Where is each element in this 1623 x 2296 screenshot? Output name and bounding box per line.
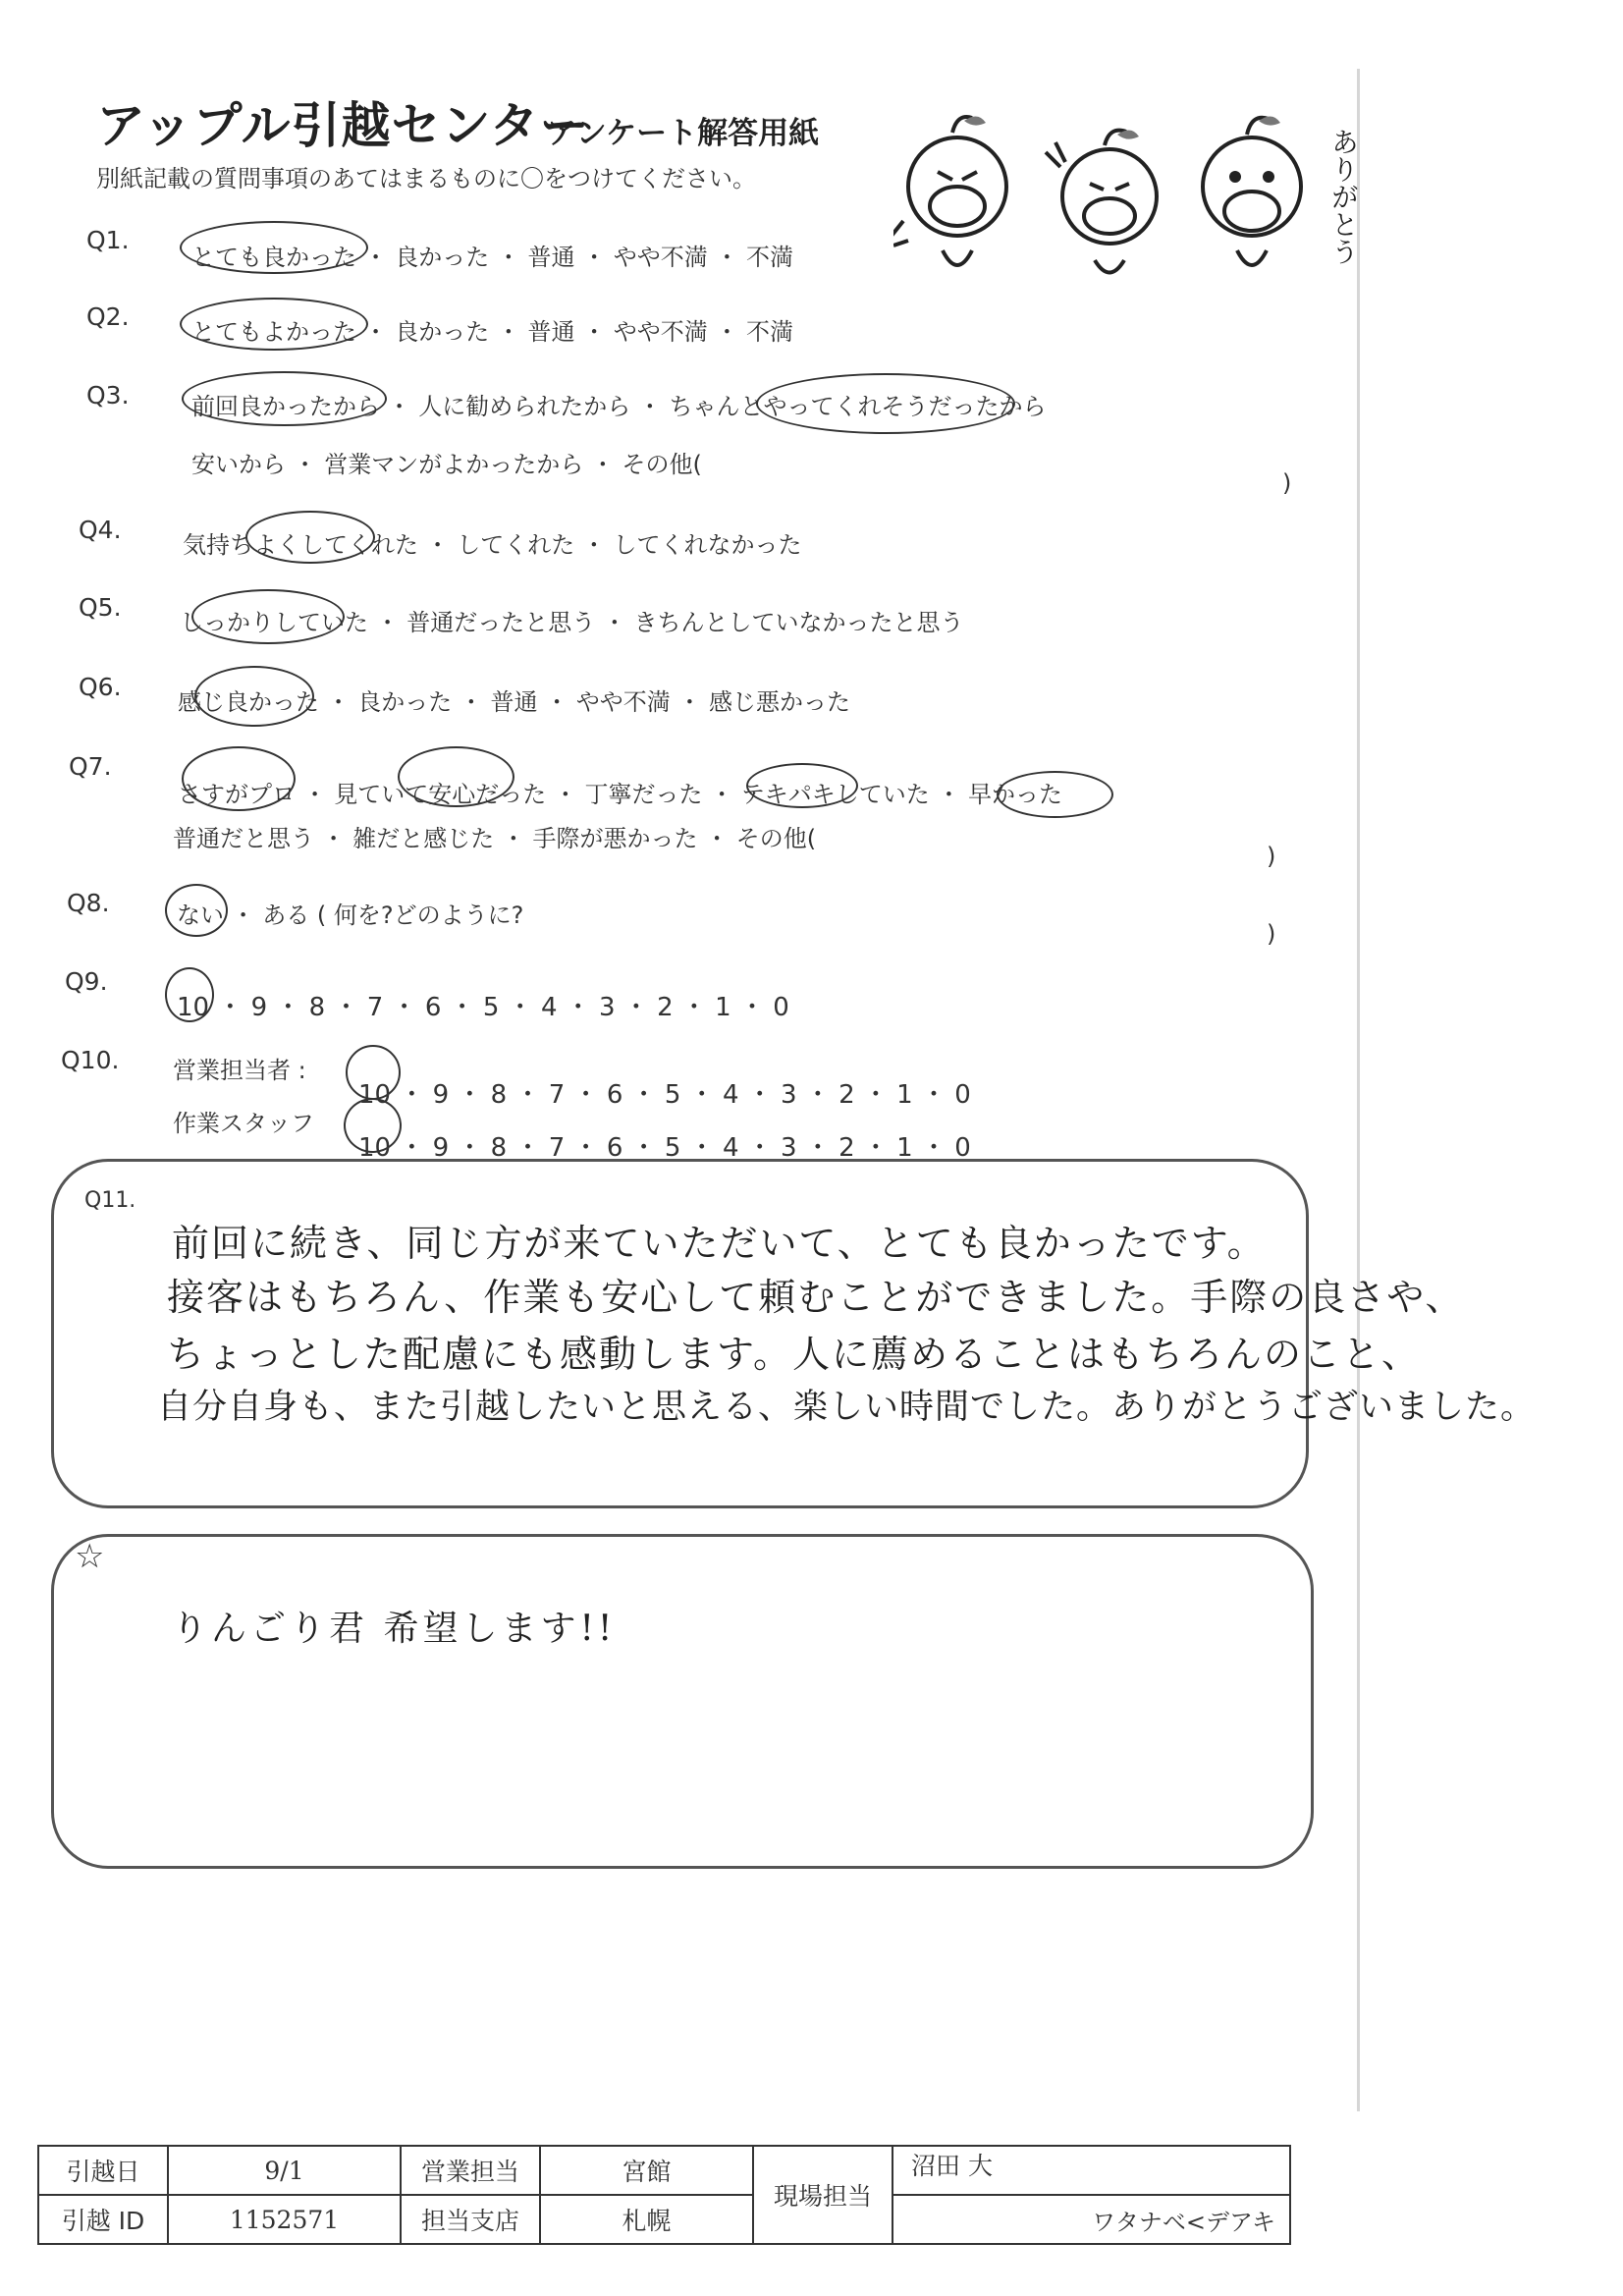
q6-label: Q6. [79, 673, 122, 701]
q3-options-line2: 安いから ・ 営業マンがよかったから ・ その他( [191, 451, 702, 478]
q6-selection-circle [194, 666, 314, 727]
q7-close-paren: ) [1267, 843, 1276, 870]
q10-label: Q10. [61, 1046, 120, 1074]
move-date-label: 引越日 [38, 2146, 168, 2195]
q10-staff-label: 作業スタッフ [173, 1110, 314, 1137]
q7-selection-circle-1 [182, 746, 296, 811]
star-comment-box [51, 1534, 1314, 1869]
q10-sales-label: 営業担当者 : [173, 1057, 306, 1084]
q8-label: Q8. [67, 889, 110, 917]
q3-options-line1: 前回良かったから ・ 人に勧められたから ・ ちゃんとやってくれそうだったから [191, 393, 1047, 420]
q11-line-2: 接客はもちろん、作業も安心して頼むことができました。手際の良さや、 [167, 1276, 1465, 1319]
q11-line-1: 前回に続き、同じ方が来ていただいて、とても良かったです。 [172, 1222, 1267, 1265]
q5-options: しっかりしていた ・ 普通だったと思う ・ きちんとしていなかったと思う [180, 609, 964, 636]
branch-value: 札幌 [540, 2195, 753, 2244]
q7-label: Q7. [69, 752, 112, 781]
q2-label: Q2. [86, 302, 130, 331]
site-rep-value: 沼田 大 [893, 2146, 1290, 2195]
move-date-value: 9/1 [168, 2146, 401, 2195]
q8-selection-circle [165, 884, 228, 937]
q3-label: Q3. [86, 381, 130, 410]
move-id-value: 1152571 [168, 2195, 401, 2244]
q2-options: とてもよかった ・ 良かった ・ 普通 ・ やや不満 ・ 不満 [191, 318, 794, 346]
branch-label: 担当支店 [401, 2195, 540, 2244]
q3-close-paren: ) [1282, 469, 1292, 497]
q9-scale: 10 ・ 9 ・ 8 ・ 7 ・ 6 ・ 5 ・ 4 ・ 3 ・ 2 ・ 1 ・ 0 [177, 993, 789, 1022]
q5-selection-circle [191, 589, 345, 644]
q10-staff-scale: 10 ・ 9 ・ 8 ・ 7 ・ 6 ・ 5 ・ 4 ・ 3 ・ 2 ・ 1 ・ 0 [358, 1133, 971, 1163]
site-rep-label: 現場担当 [753, 2146, 893, 2244]
q10-sales-scale: 10 ・ 9 ・ 8 ・ 7 ・ 6 ・ 5 ・ 4 ・ 3 ・ 2 ・ 1 ・ 0 [358, 1080, 971, 1110]
q7-options-line2: 普通だと思う ・ 雑だと感じた ・ 手際が悪かった ・ その他( [173, 825, 817, 852]
q5-label: Q5. [79, 593, 122, 622]
q1-options: とても良かった ・ 良かった ・ 普通 ・ やや不満 ・ 不満 [191, 244, 794, 271]
q3-selection-circle-2 [756, 373, 1015, 434]
q7-options-line1: さすがプロ ・ 見ていて安心だった ・ 丁寧だった ・ テキパキしていた ・ 早かった [178, 781, 1063, 808]
q10-staff-selection-circle [344, 1098, 402, 1153]
star-icon: ☆ [75, 1537, 105, 1576]
q1-label: Q1. [86, 226, 130, 254]
mascot-illustration [893, 113, 1355, 290]
q11-line-3: ちょっとした配慮にも感動します。人に薦めることはもちろんのこと、 [167, 1333, 1421, 1376]
star-comment-text: りんごり君 希望します!! [172, 1609, 617, 1649]
q8-close-paren: ) [1267, 920, 1276, 948]
site-rep-extra: ワタナベ<デアキ [893, 2195, 1290, 2244]
q4-label: Q4. [79, 516, 122, 544]
mascot-caption: ありがとう [1327, 128, 1360, 265]
q2-selection-circle [180, 298, 368, 351]
q4-options: 気持ちよくしてくれた ・ してくれた ・ してくれなかった [183, 531, 802, 559]
q9-label: Q9. [65, 967, 108, 996]
scan-edge-shadow [1357, 69, 1360, 2111]
q10-sales-selection-circle [346, 1045, 401, 1100]
q7-selection-circle-2 [398, 746, 514, 807]
q4-selection-circle [245, 511, 375, 564]
q7-selection-circle-4 [997, 771, 1113, 818]
q8-options: ない ・ ある ( 何を?どのように? [177, 902, 524, 929]
q9-selection-circle [165, 967, 214, 1022]
instruction-text: 別紙記載の質問事項のあてはまるものに〇をつけてください。 [96, 165, 756, 192]
move-id-label: 引越 ID [38, 2195, 168, 2244]
sales-rep-label: 営業担当 [401, 2146, 540, 2195]
move-info-table [37, 2145, 1291, 2245]
form-subtitle: アンケート解答用紙 [547, 116, 820, 151]
q3-selection-circle-1 [182, 371, 387, 426]
brand-title: アップル引越センター [96, 97, 590, 154]
q6-options: 感じ良かった ・ 良かった ・ 普通 ・ やや不満 ・ 感じ悪かった [178, 688, 851, 716]
q7-selection-circle-3 [746, 763, 858, 808]
q11-line-4: 自分自身も、また引越したいと思える、楽しい時間でした。ありがとうございました。 [157, 1388, 1537, 1427]
q1-selection-circle [180, 221, 368, 274]
sales-rep-value: 宮館 [540, 2146, 753, 2195]
q11-label: Q11. [84, 1188, 136, 1213]
